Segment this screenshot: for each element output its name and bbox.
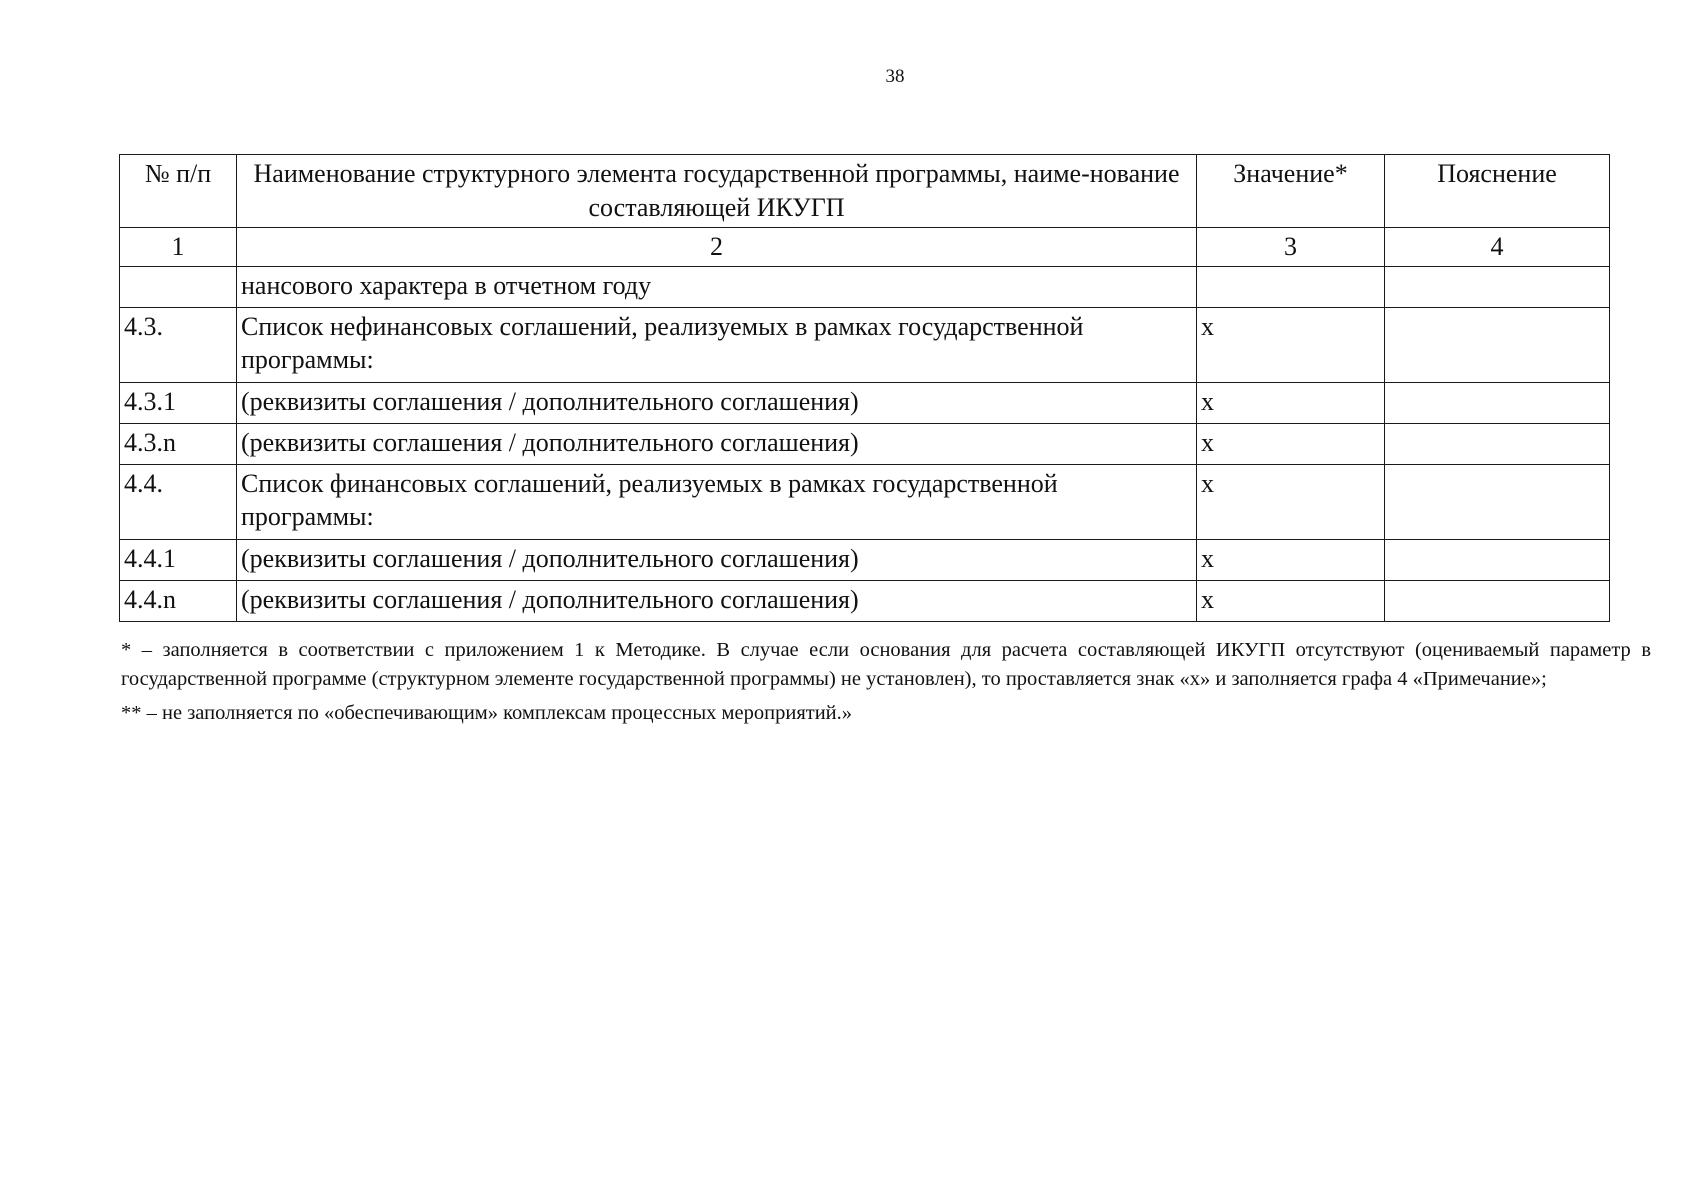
row-note	[1385, 382, 1610, 423]
row-name: Список нефинансовых соглашений, реализуемых в рамках государственной программы:	[237, 307, 1197, 382]
footnote-single-asterisk: * – заполняется в соответствии с приложением 1 к Методике. В случае если основания для расчета составляющей ИКУГП отсутствуют (оцениваемый параметр в государственной программе (структурном элементе государственной программы) не установлен), то проставляется знак «х» и заполняется графа 4 «Примечание»;	[121, 639, 1651, 690]
row-value: х	[1197, 423, 1385, 464]
row-name: (реквизиты соглашения / дополнительного соглашения)	[237, 423, 1197, 464]
page-number: 38	[885, 66, 905, 87]
footnote-double-asterisk: ** – не заполняется по «обеспечивающим» комплексам процессных мероприятий.»	[121, 702, 853, 725]
row-note	[1385, 464, 1610, 539]
row-value: х	[1197, 464, 1385, 539]
row-value: х	[1197, 580, 1385, 621]
table-row	[120, 539, 1610, 580]
indicators-table	[119, 154, 1610, 622]
row-num: 4.4.1	[120, 539, 237, 580]
row-value: х	[1197, 539, 1385, 580]
row-value	[1197, 266, 1385, 307]
table-row	[120, 382, 1610, 423]
row-num	[120, 266, 237, 307]
row-note	[1385, 307, 1610, 382]
row-num: 4.4.	[120, 464, 237, 539]
row-name: нансового характера в отчетном году	[237, 266, 1197, 307]
column-index-cell: 4	[1385, 227, 1610, 266]
row-num: 4.3.	[120, 307, 237, 382]
header-note: Пояснение	[1385, 155, 1610, 228]
table-row	[120, 580, 1610, 621]
table-header-row	[120, 155, 1610, 228]
column-index-cell: 2	[237, 227, 1197, 266]
row-note	[1385, 423, 1610, 464]
row-note	[1385, 539, 1610, 580]
table-row	[120, 307, 1610, 382]
header-name: Наименование структурного элемента государственной программы, наиме-нование составляющей ИКУГП	[237, 155, 1197, 228]
row-num: 4.3.1	[120, 382, 237, 423]
row-name: Список финансовых соглашений, реализуемых в рамках государственной программы:	[237, 464, 1197, 539]
table-row	[120, 423, 1610, 464]
row-note	[1385, 266, 1610, 307]
row-num: 4.3.n	[120, 423, 237, 464]
header-value: Значение*	[1197, 155, 1385, 228]
header-num: № п/п	[120, 155, 237, 228]
row-num: 4.4.n	[120, 580, 237, 621]
column-index-row	[120, 227, 1610, 266]
row-note	[1385, 580, 1610, 621]
row-value: х	[1197, 382, 1385, 423]
footnotes	[121, 636, 1651, 734]
row-name: (реквизиты соглашения / дополнительного соглашения)	[237, 382, 1197, 423]
column-index-cell: 1	[120, 227, 237, 266]
table-row	[120, 266, 1610, 307]
row-name: (реквизиты соглашения / дополнительного соглашения)	[237, 539, 1197, 580]
column-index-cell: 3	[1197, 227, 1385, 266]
row-value: х	[1197, 307, 1385, 382]
table-row	[120, 464, 1610, 539]
row-name: (реквизиты соглашения / дополнительного соглашения)	[237, 580, 1197, 621]
